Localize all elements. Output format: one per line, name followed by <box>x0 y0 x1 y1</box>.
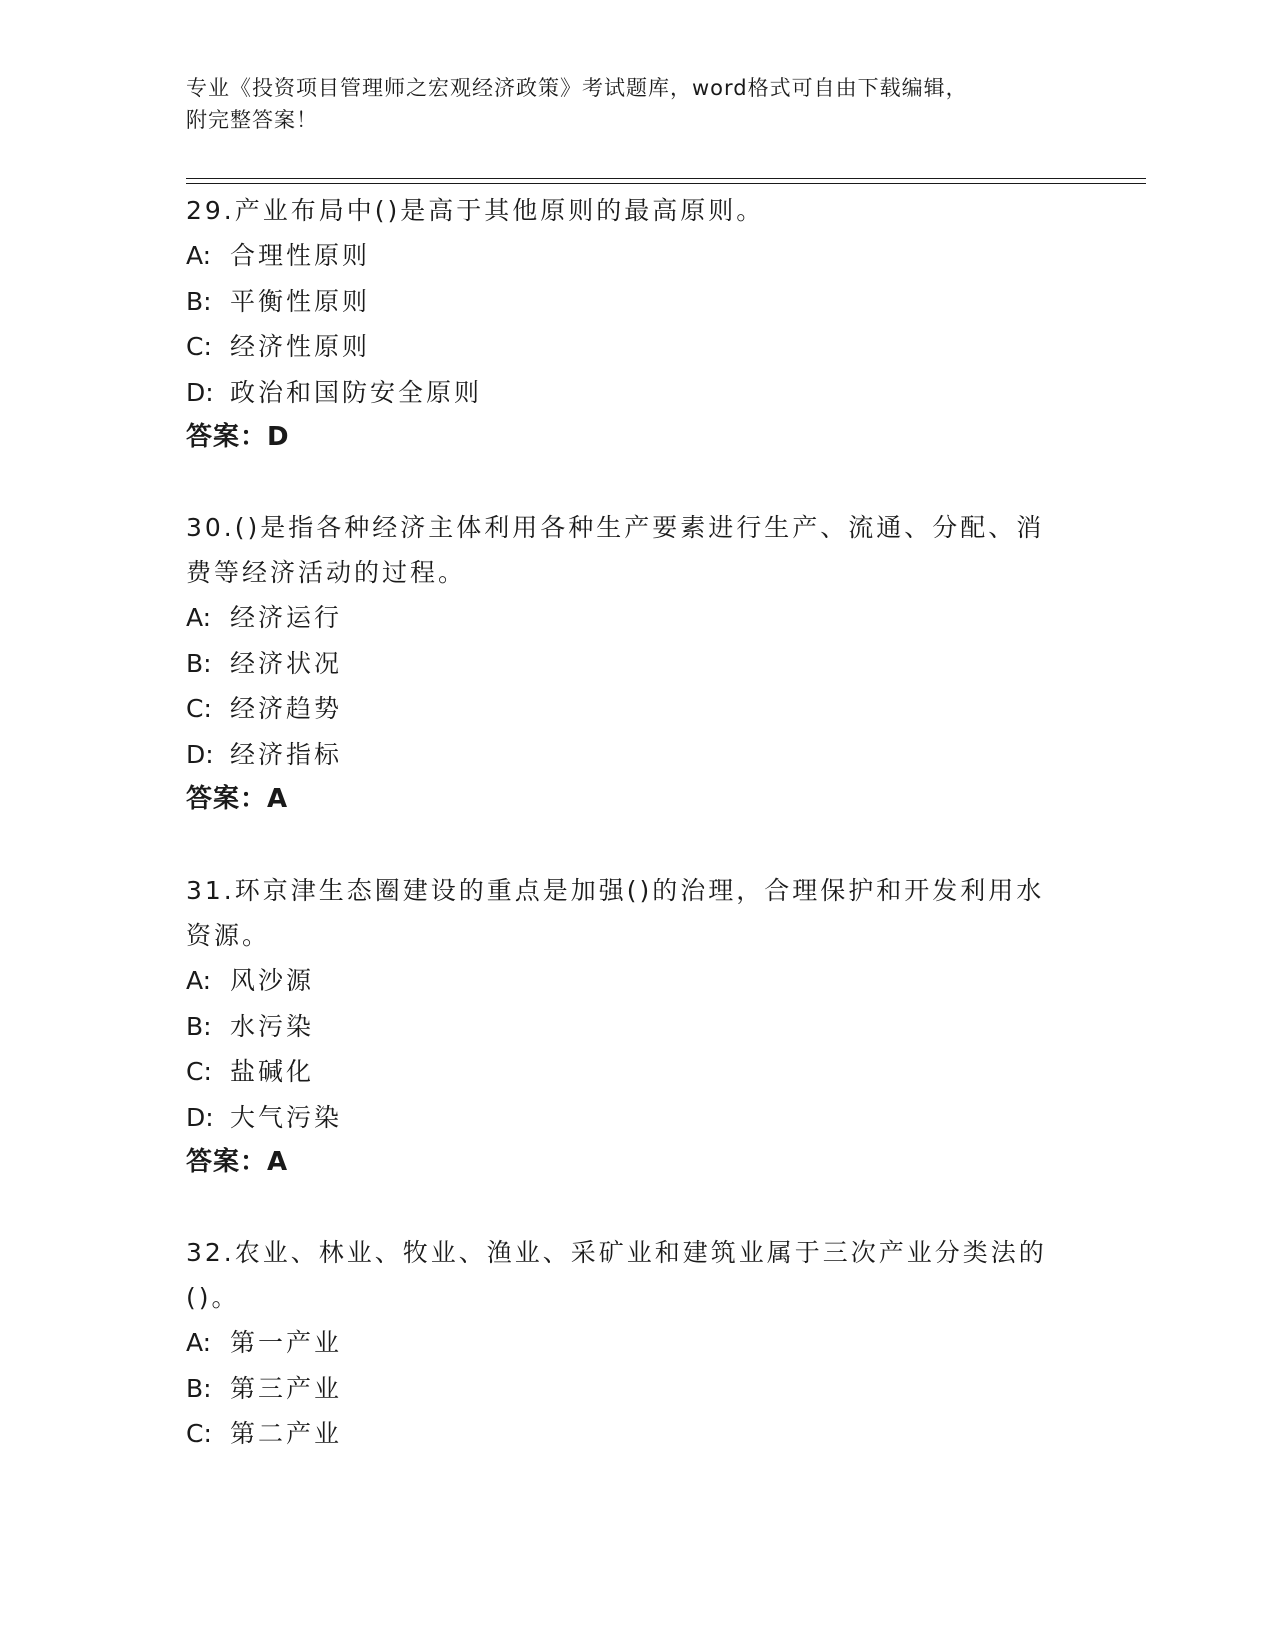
answer-line: 答案：A <box>186 1147 289 1177</box>
option-letter: C: <box>186 1419 212 1448</box>
option-d <box>186 1095 1066 1141</box>
option-letter: C: <box>186 1057 212 1086</box>
option-text: 政治和国防安全原则 <box>230 377 483 407</box>
option-letter: B: <box>186 1373 212 1403</box>
option-b <box>186 1366 1066 1412</box>
option-text: 风沙源 <box>230 966 315 995</box>
option-c <box>186 686 1066 732</box>
option-text: 经济指标 <box>230 739 343 769</box>
option-d <box>186 732 1066 778</box>
option-letter: D: <box>186 1102 214 1132</box>
option-text: 平衡性原则 <box>230 286 371 316</box>
answer-line: 答案：A <box>186 784 289 814</box>
option-letter: A: <box>186 241 212 270</box>
option-letter: B: <box>186 1011 212 1041</box>
option-a <box>186 1320 1066 1366</box>
header-line-1: 专业《投资项目管理师之宏观经济政策》考试题库，word格式可自由下载编辑， <box>186 76 968 100</box>
option-letter: A: <box>186 603 212 632</box>
option-letter: B: <box>186 648 212 678</box>
header-divider-bottom <box>186 183 1146 184</box>
option-text: 水污染 <box>230 1011 315 1041</box>
option-letter: A: <box>186 966 212 995</box>
option-a <box>186 958 1066 1004</box>
option-letter: D: <box>186 739 214 769</box>
option-text: 大气污染 <box>230 1102 343 1132</box>
question-stem: 29.产业布局中()是高于其他原则的最高原则。 <box>186 196 765 225</box>
answer-line: 答案：D <box>186 422 290 452</box>
option-c <box>186 324 1066 370</box>
option-c <box>186 1411 1066 1457</box>
option-text: 经济状况 <box>230 648 343 678</box>
option-letter: C: <box>186 694 212 723</box>
header-divider-top <box>186 178 1146 179</box>
option-text: 经济趋势 <box>230 694 343 723</box>
option-text: 经济性原则 <box>230 332 371 361</box>
question-32 <box>186 1230 1066 1457</box>
option-text: 经济运行 <box>230 603 343 632</box>
option-a <box>186 233 1066 279</box>
option-text: 第二产业 <box>230 1419 343 1448</box>
question-stem: 31.环京津生态圈建设的重点是加强()的治理，合理保护和开发利用水资源。 <box>186 876 1045 950</box>
option-text: 第三产业 <box>230 1373 343 1403</box>
option-text: 合理性原则 <box>230 241 371 270</box>
option-letter: C: <box>186 332 212 361</box>
option-letter: A: <box>186 1328 212 1357</box>
option-text: 盐碱化 <box>230 1057 315 1086</box>
option-b <box>186 641 1066 687</box>
option-a <box>186 595 1066 641</box>
option-letter: D: <box>186 377 214 407</box>
option-text: 第一产业 <box>230 1328 343 1357</box>
question-29 <box>186 188 1066 461</box>
header-line-2: 附完整答案！ <box>186 108 318 132</box>
document-header <box>186 72 1066 136</box>
question-30 <box>186 505 1066 823</box>
option-b <box>186 1004 1066 1050</box>
question-31 <box>186 868 1066 1186</box>
option-b <box>186 279 1066 325</box>
option-d <box>186 370 1066 416</box>
question-stem: 30.()是指各种经济主体利用各种生产要素进行生产、流通、分配、消费等经济活动的过程。 <box>186 513 1045 587</box>
option-letter: B: <box>186 286 212 316</box>
question-stem: 32.农业、林业、牧业、渔业、采矿业和建筑业属于三次产业分类法的()。 <box>186 1238 1047 1312</box>
option-c <box>186 1049 1066 1095</box>
